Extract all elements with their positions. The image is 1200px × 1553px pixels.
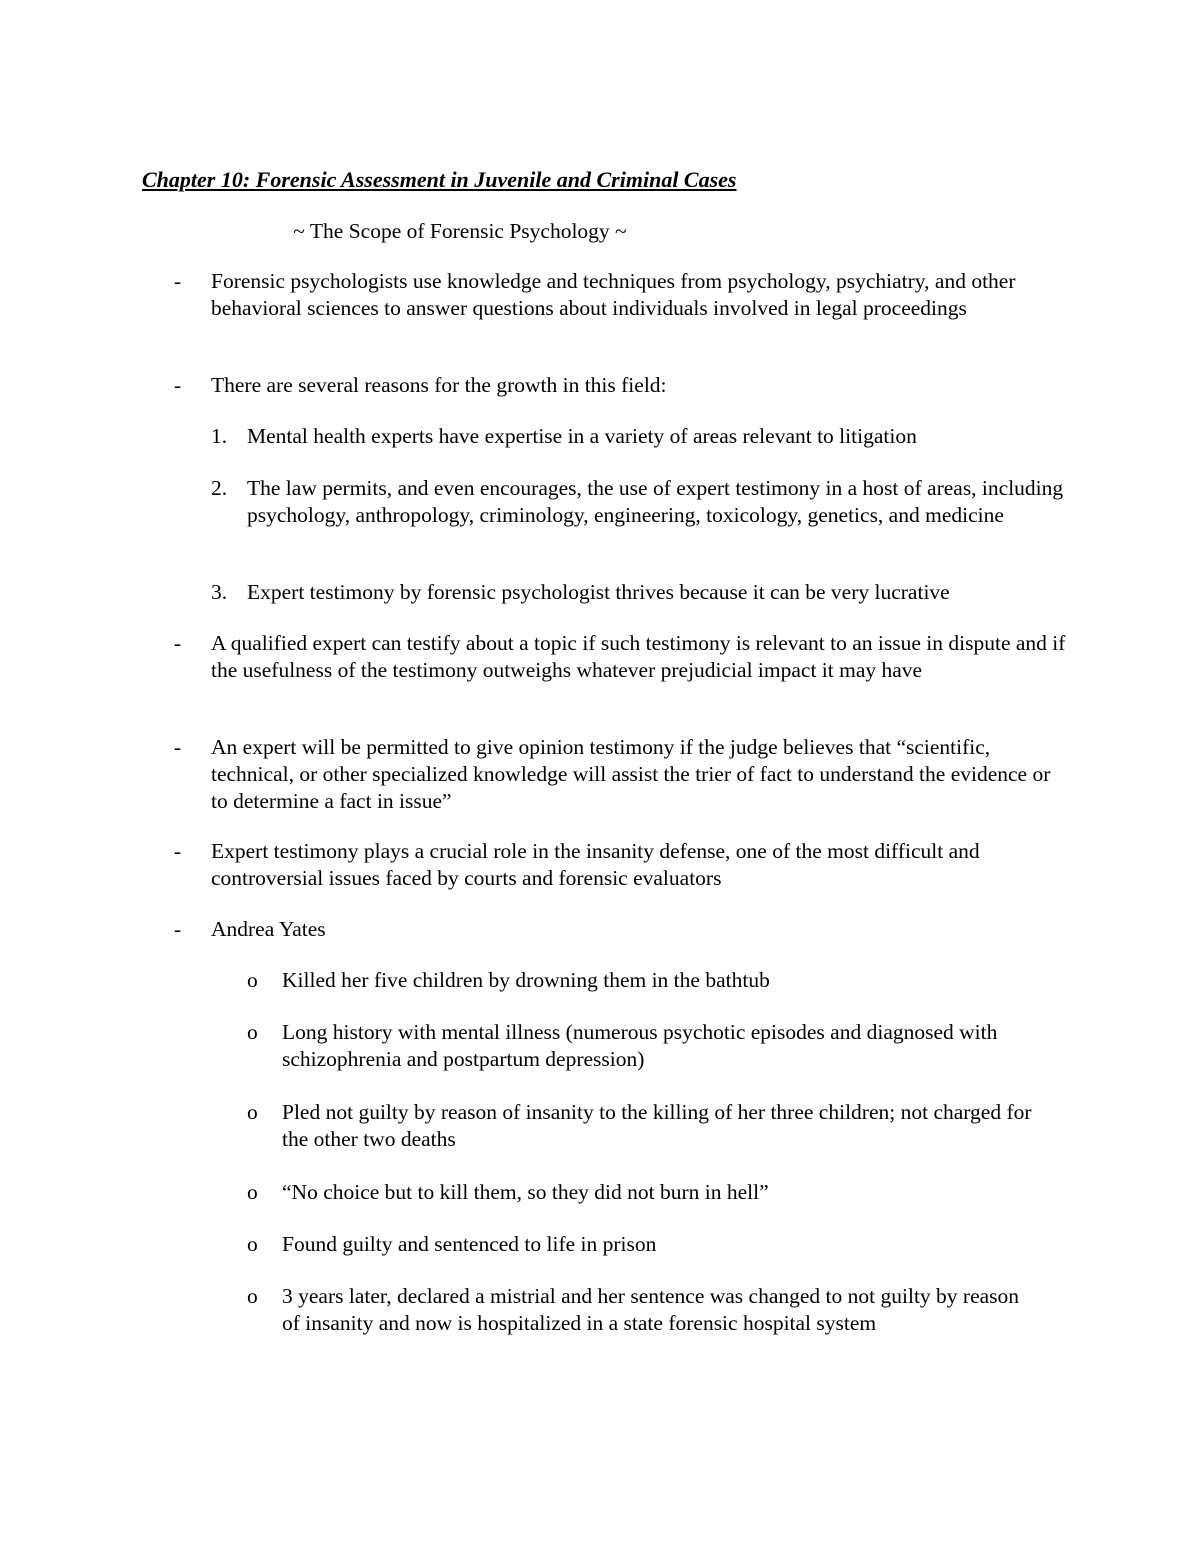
list-item-text: Found guilty and sentenced to life in prison — [282, 1232, 657, 1256]
list-item-text: Pled not guilty by reason of insanity to the killing of her three children; not charged for the other two deaths — [282, 1100, 1032, 1151]
list-item-text: A qualified expert can testify about a topic if such testimony is relevant to an issue in dispute and if the usefulness of the testimony outweighs whatever prejudicial impact it may have — [211, 631, 1066, 682]
list-item-text: Expert testimony plays a crucial role in the insanity defense, one of the most difficult and controversial issues faced by courts and forensic evaluators — [211, 839, 980, 890]
list-item-text: Mental health experts have expertise in a variety of areas relevant to litigation — [247, 424, 917, 448]
number-marker: 3. — [211, 580, 228, 604]
circle-bullet: o — [247, 1180, 258, 1204]
list-item-text: Andrea Yates — [211, 917, 326, 941]
dash-bullet: - — [174, 269, 182, 293]
circle-bullet: o — [247, 1284, 258, 1308]
circle-bullet: o — [247, 968, 258, 992]
circle-bullet: o — [247, 1020, 258, 1044]
list-item-text: Long history with mental illness (numerous psychotic episodes and diagnosed with schizophrenia and postpartum depression) — [282, 1020, 998, 1071]
list-item-text: Killed her five children by drowning them in the bathtub — [282, 968, 770, 992]
list-item-text: An expert will be permitted to give opinion testimony if the judge believes that “scientific, technical, or other specialized knowledge will assist the trier of fact to understand the evidence or to determine a fact in issue” — [211, 735, 1051, 813]
section-heading: ~ The Scope of Forensic Psychology ~ — [293, 219, 627, 243]
list-item-text: There are several reasons for the growth in this field: — [211, 373, 667, 397]
dash-bullet: - — [174, 917, 182, 941]
number-marker: 2. — [211, 476, 228, 500]
list-item-text: Expert testimony by forensic psychologist thrives because it can be very lucrative — [247, 580, 950, 604]
dash-bullet: - — [174, 735, 182, 759]
list-item-text: Forensic psychologists use knowledge and techniques from psychology, psychiatry, and other behavioral sciences to answer questions about individuals involved in legal proceedings — [211, 269, 1016, 320]
dash-bullet: - — [174, 631, 182, 655]
dash-bullet: - — [174, 839, 182, 863]
circle-bullet: o — [247, 1232, 258, 1256]
dash-bullet: - — [174, 373, 182, 397]
chapter-title: Chapter 10: Forensic Assessment in Juvenile and Criminal Cases — [142, 167, 737, 192]
list-item-text: 3 years later, declared a mistrial and her sentence was changed to not guilty by reason of insanity and now is hospitalized in a state forensic hospital system — [282, 1284, 1020, 1335]
circle-bullet: o — [247, 1100, 258, 1124]
number-marker: 1. — [211, 424, 228, 448]
list-item-text: “No choice but to kill them, so they did not burn in hell” — [282, 1180, 769, 1204]
list-item-text: The law permits, and even encourages, the use of expert testimony in a host of areas, including psychology, anthropology, criminology, engineering, toxicology, genetics, and medicine — [247, 476, 1064, 527]
